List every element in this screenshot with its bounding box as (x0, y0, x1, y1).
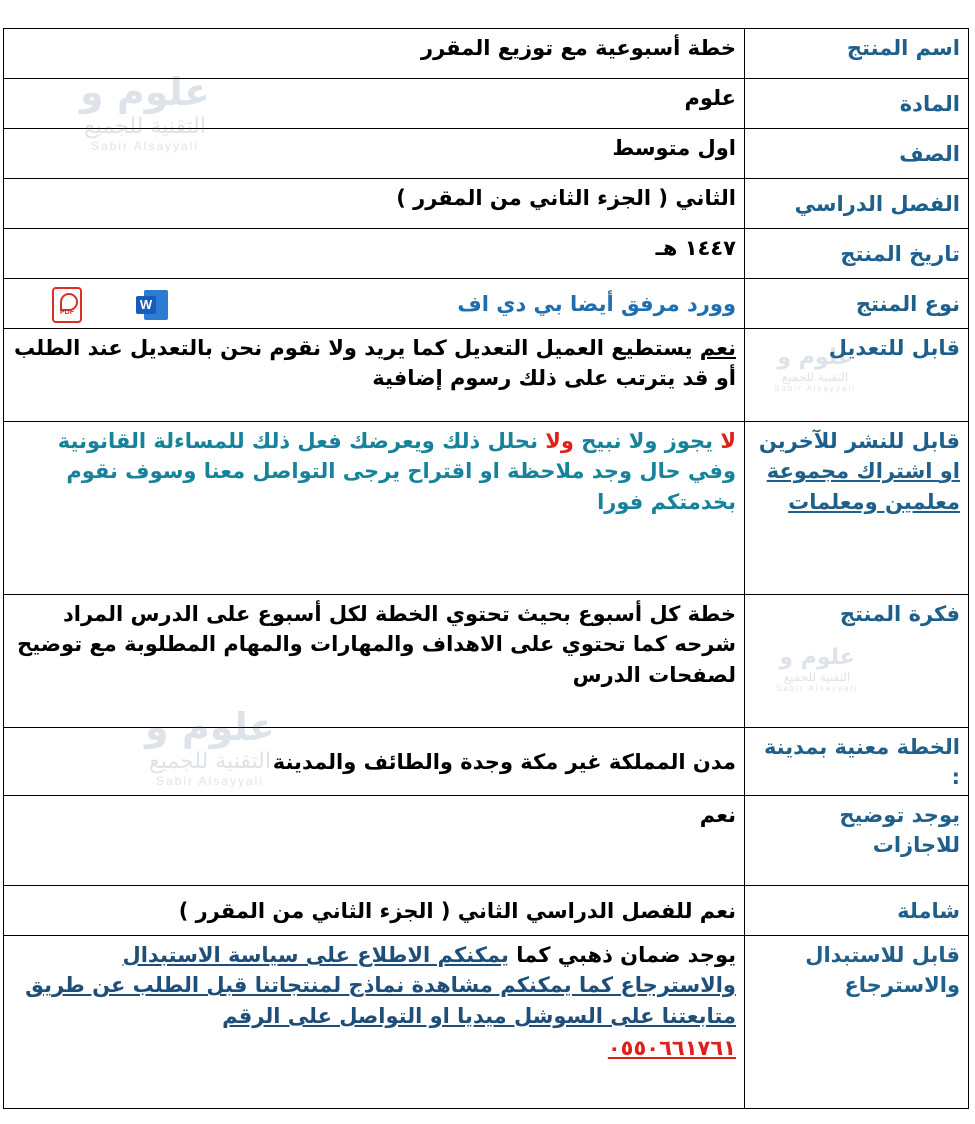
word-letter: W (136, 296, 156, 314)
row-value: الثاني ( الجزء الثاني من المقرر ) (4, 179, 745, 229)
product-type (12, 287, 736, 323)
row-value: نعم (4, 795, 745, 885)
pdf-text: PDF (60, 309, 74, 317)
return-policy-link[interactable]: يمكنكم الاطلاع على سياسة الاستبدال والاسترجاع كما يمكنكم مشاهدة نماذج لمنتجاتنا قبل الطلب عن طريق متابعتنا على السوشل ميديا او التواصل على الرقم (25, 942, 736, 1028)
row-value: ١٤٤٧ هـ (4, 229, 745, 279)
row-label: قابل للاستبدال والاسترجاع (745, 935, 969, 1108)
pdf-icon (52, 287, 82, 323)
row-value: علوم (4, 79, 745, 129)
table-row (4, 229, 969, 279)
table-row (4, 329, 969, 422)
watermark-title: علوم و (777, 345, 853, 370)
edit-policy-text: يستطيع العميل التعديل كما يريد ولا نقوم نحن بالتعديل عند الطلب أو قد يترتب على ذلك رسوم إضافية (14, 336, 736, 391)
or-word: او (939, 459, 960, 484)
table-row (4, 595, 969, 728)
phone-number[interactable]: ٠٥٥٠٦٦١٧٦١ (607, 1036, 736, 1061)
watermark-title: علوم و (779, 645, 855, 670)
row-label: اسم المنتج (745, 29, 969, 79)
row-label: الخطة معنية بمدينة : (745, 728, 969, 796)
row-label: شاملة (745, 885, 969, 935)
table-row (4, 79, 969, 129)
product-info-table (3, 28, 969, 1109)
watermark-title: علوم و (80, 70, 210, 114)
table-row (4, 179, 969, 229)
row-value (4, 329, 745, 422)
row-label: يوجد توضيح للاجازات (745, 795, 969, 885)
row-label (745, 422, 969, 595)
row-value: اول متوسط (4, 129, 745, 179)
publish-label: قابل للنشر للآخرين (758, 429, 960, 453)
yes-word: نعم (699, 336, 736, 360)
table-row (4, 935, 969, 1108)
row-label: الصف (745, 129, 969, 179)
table-row (4, 728, 969, 796)
no-word: لا (720, 429, 736, 453)
row-label: الفصل الدراسي (745, 179, 969, 229)
word-icon (136, 290, 168, 320)
row-value (4, 935, 745, 1108)
table-row (4, 279, 969, 329)
file-type-icons (12, 287, 168, 323)
row-value (4, 422, 745, 595)
row-label: فكرة المنتج (745, 595, 969, 728)
watermark-author: Sabir Alsayyali (155, 774, 265, 788)
watermark-subtitle: التقنية للجميع (781, 370, 849, 384)
watermark-author: Sabir Alsayyali (775, 684, 859, 693)
row-label: المادة (745, 79, 969, 129)
watermark-title: علوم و (145, 705, 275, 749)
row-label: قابل للتعديل (745, 329, 969, 422)
row-value: خطة كل أسبوع بحيث تحتوي الخطة لكل أسبوع على الدرس المراد شرحه كما تحتوي على الاهداف والمهارات والمهام المطلوبة مع توضيح لصفحات الدرس (4, 595, 745, 728)
table-row (4, 795, 969, 885)
publish-text-1: يجوز ولا نبيح (573, 429, 721, 453)
row-label: نوع المنتج (745, 279, 969, 329)
row-label: تاريخ المنتج (745, 229, 969, 279)
publish-text-2: نحلل ذلك ويعرضك فعل ذلك للمساءلة القانونية وفي حال وجد ملاحظة او اقتراح يرجى التواصل معنا وسوف نقوم بخدمتكم فورا (57, 429, 736, 514)
group-subscription-text: اشتراك مجموعة معلمين ومعلمات (766, 459, 960, 514)
no-word-2: ولا (545, 429, 574, 453)
row-value (4, 279, 745, 329)
table-row (4, 29, 969, 79)
guarantee-text: يوجد ضمان ذهبي كما (508, 942, 736, 967)
watermark-subtitle: التقنية للجميع (149, 749, 271, 774)
row-value: خطة أسبوعية مع توزيع المقرر (4, 29, 745, 79)
row-value: نعم للفصل الدراسي الثاني ( الجزء الثاني من المقرر ) (4, 885, 745, 935)
watermark-subtitle: التقنية للجميع (84, 114, 206, 139)
table-row (4, 422, 969, 595)
watermark-subtitle: التقنية للجميع (783, 670, 851, 684)
watermark-author: Sabir Alsayyali (773, 384, 857, 393)
table-row (4, 885, 969, 935)
row-value: مدن المملكة غير مكة وجدة والطائف والمدينة (4, 728, 745, 796)
table-row (4, 129, 969, 179)
product-type-text: وورد مرفق أيضا بي دي اف (457, 292, 736, 317)
watermark-author: Sabir Alsayyali (90, 139, 200, 153)
